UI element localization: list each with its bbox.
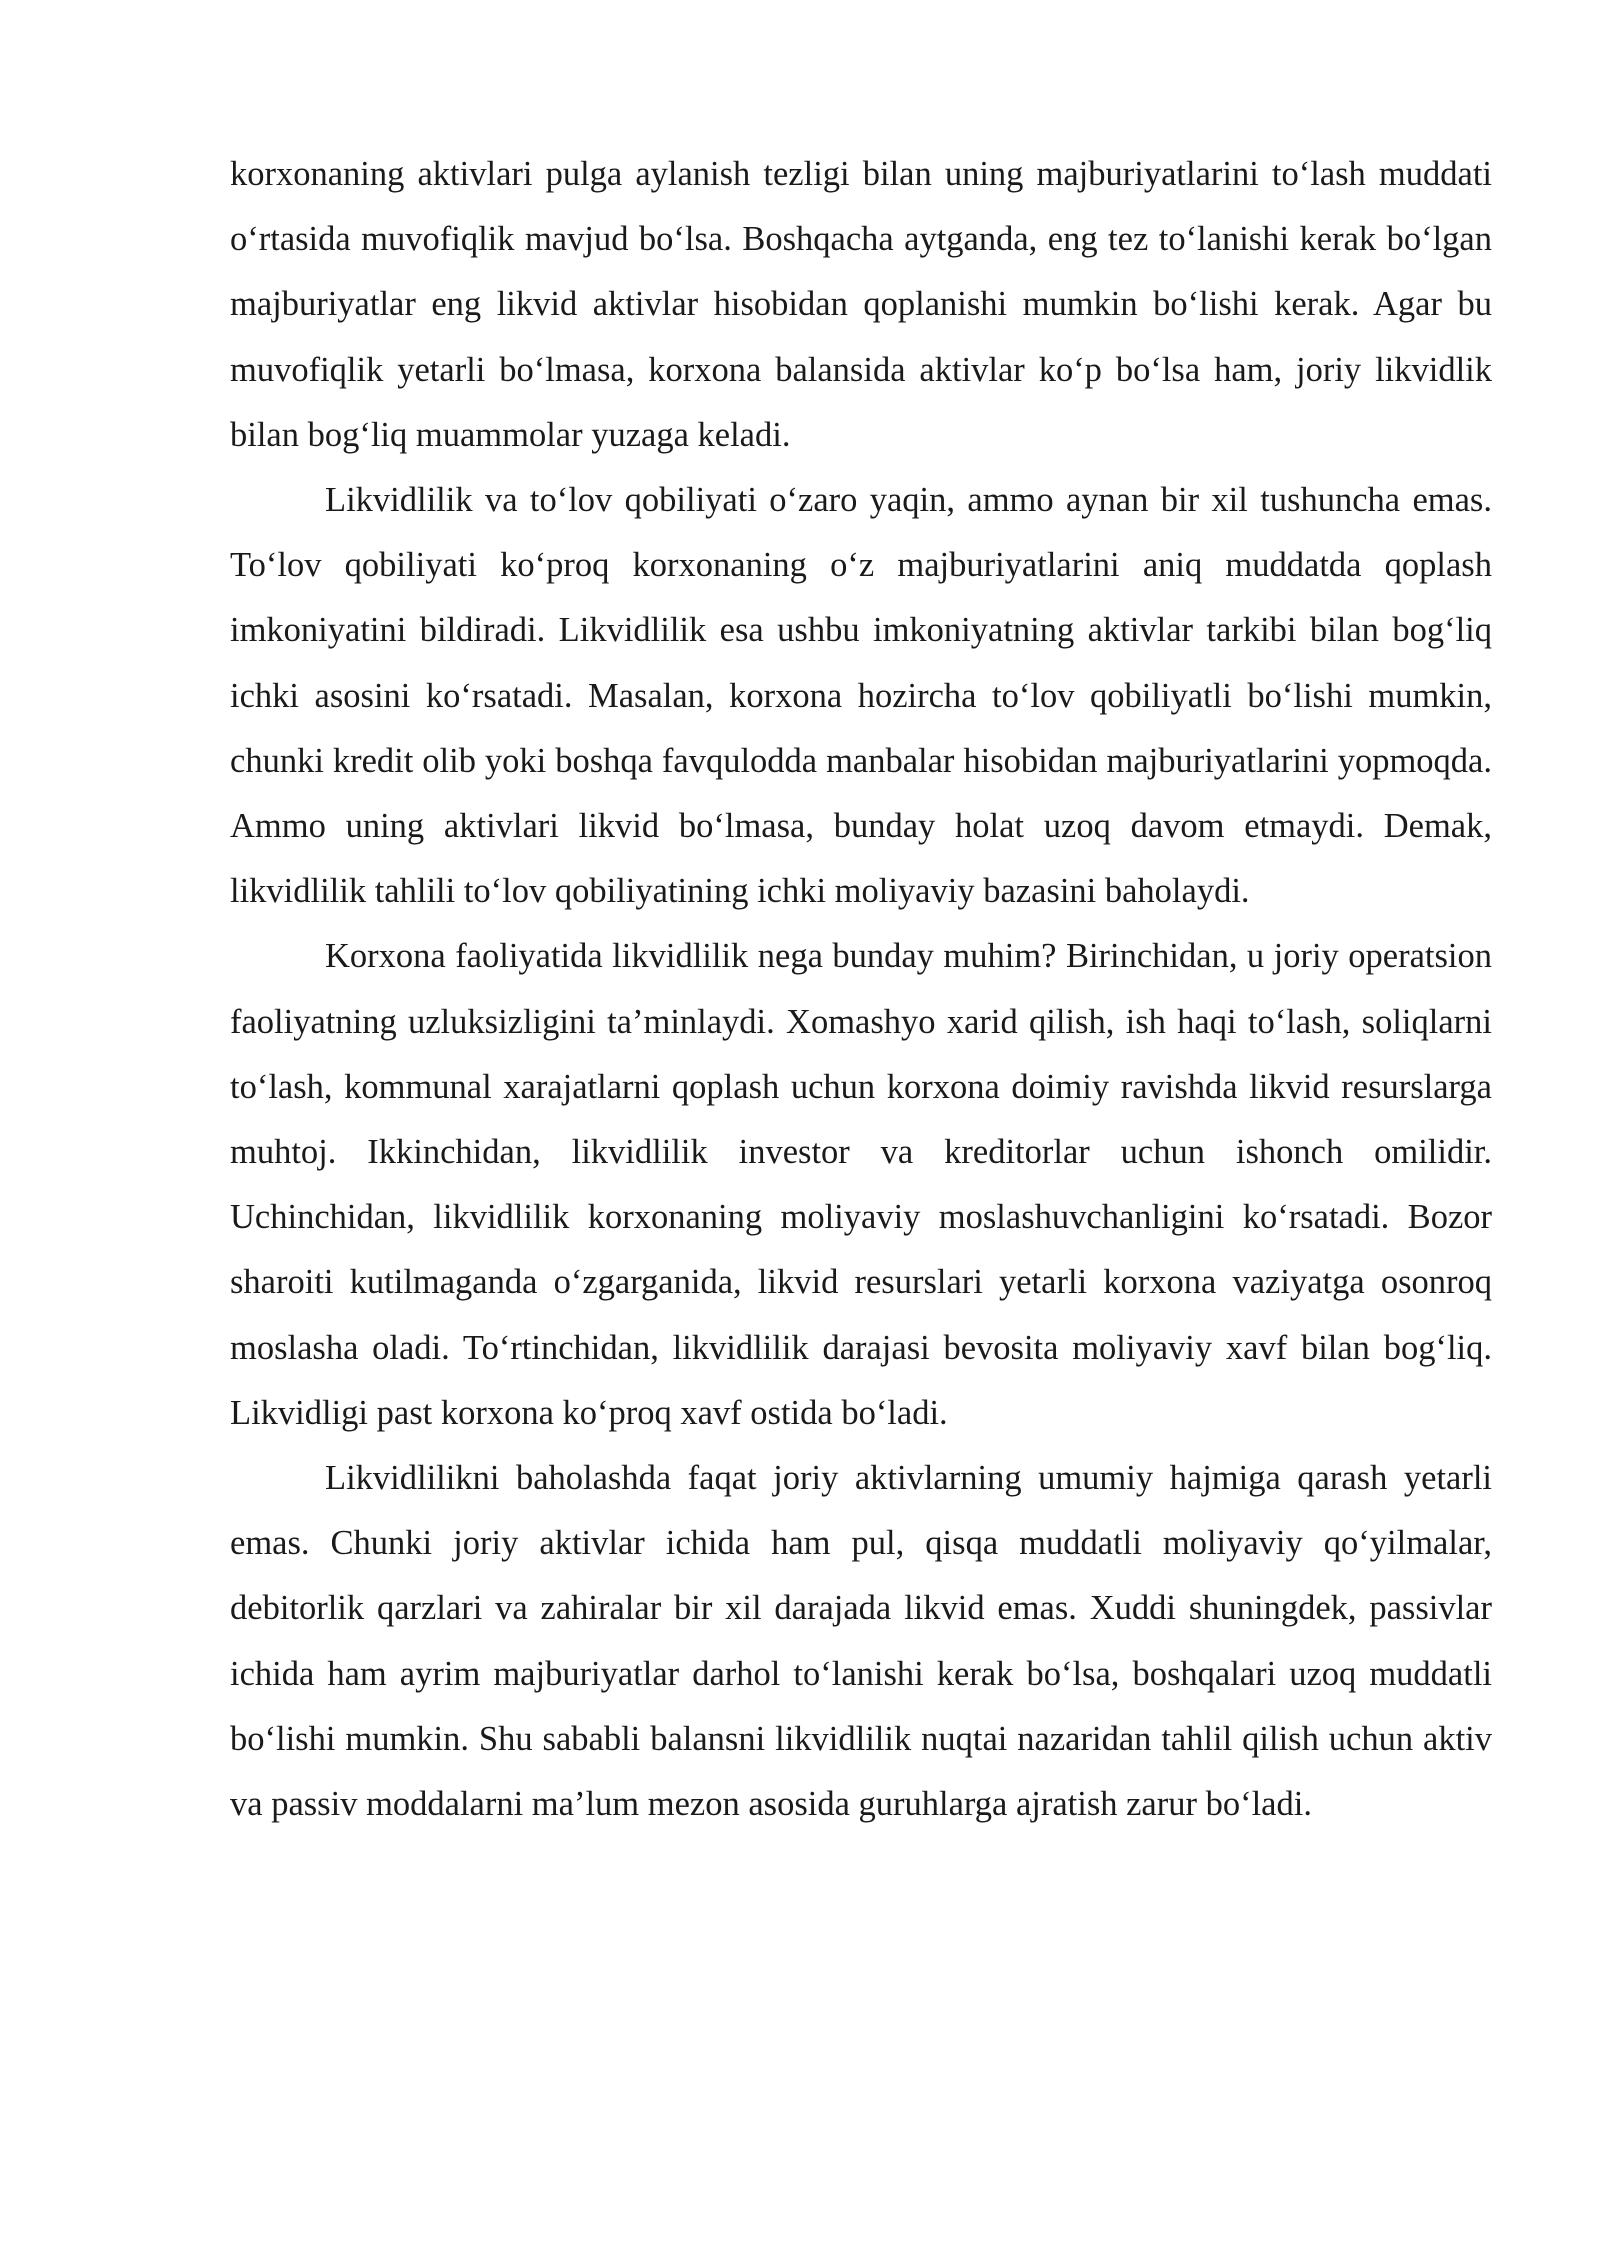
paragraph-liquidity-vs-solvency: Likvidlilik va to‘lov qobiliyati o‘zaro yaqin, ammo aynan bir xil tushuncha emas. To‘lov qobiliyati ko‘proq korxonaning o‘z majburiyatlarini aniq muddatda qoplash imkoniyatini bildiradi. Likvidlilik esa ushbu imkoniyatning aktivlar tarkibi bilan bog‘liq ichki asosini ko‘rsatadi. Masalan, korxona hozircha to‘lov qobiliyatli bo‘lishi mumkin, chunki kredit olib yoki boshqa favqulodda manbalar hisobidan majburiyatlarini yopmoqda. Ammo uning aktivlari likvid bo‘lmasa, bunday holat uzoq davom etmaydi. Demak, likvidlilik tahlili to‘lov qobiliyatining ichki moliyaviy bazasini baholaydi. [230,481,1492,911]
paragraph-importance-of-liquidity: Korxona faoliyatida likvidlilik nega bunday muhim? Birinchidan, u joriy operatsion faoliyatning uzluksizligini ta’minlaydi. Xomashyo xarid qilish, ish haqi to‘lash, soliqlarni to‘lash, kommunal xarajatlarni qoplash uchun korxona doimiy ravishda likvid resurslarga muhtoj. Ikkinchidan, likvidlilik investor va kreditorlar uchun ishonch omilidir. Uchinchidan, likvidlilik korxonaning moliyaviy moslashuvchanligini ko‘rsatadi. Bozor sharoiti kutilmaganda o‘zgarganida, likvid resurslari yetarli korxona vaziyatga osonroq moslasha oladi. To‘rtinchidan, likvidlilik darajasi bevosita moliyaviy xavf bilan bog‘liq. Likvidligi past korxona ko‘proq xavf ostida bo‘ladi. [230,937,1492,1432]
paragraph-liquidity-assessment: Likvidlilikni baholashda faqat joriy aktivlarning umumiy hajmiga qarash yetarli emas. Chunki joriy aktivlar ichida ham pul, qisqa muddatli moliyaviy qo‘yilmalar, debitorlik qarzlari va zahiralar bir xil darajada likvid emas. Xuddi shuningdek, passivlar ichida ham ayrim majburiyatlar darhol to‘lanishi kerak bo‘lsa, boshqalari uzoq muddatli bo‘lishi mumkin. Shu sababli balansni likvidlilik nuqtai nazaridan tahlil qilish uchun aktiv va passiv moddalarni ma’lum mezon asosida guruhlarga ajratish zarur bo‘ladi. [230,1459,1492,1824]
paragraph-continuation: korxonaning aktivlari pulga aylanish tezligi bilan uning majburiyatlarini to‘lash muddati o‘rtasida muvofiqlik mavjud bo‘lsa. Boshqacha aytganda, eng tez to‘lanishi kerak bo‘lgan majburiyatlar eng likvid aktivlar hisobidan qoplanishi mumkin bo‘lishi kerak. Agar bu muvofiqlik yetarli bo‘lmasa, korxona balansida aktivlar ko‘p bo‘lsa ham, joriy likvidlik bilan bog‘liq muammolar yuzaga keladi. [230,155,1492,454]
document-page [230,142,1492,1837]
